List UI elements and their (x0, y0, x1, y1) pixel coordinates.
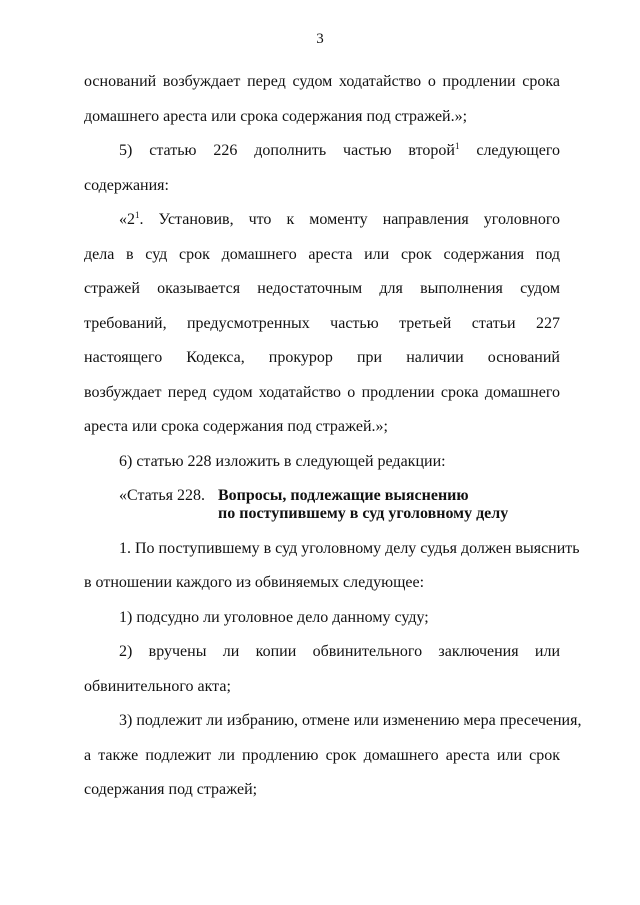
article-title: Вопросы, подлежащие выяснению (218, 487, 469, 504)
text-line: 1. По поступившему в суд уголовному делу судья должен выяснить (119, 540, 580, 557)
text-fragment: 5) статью 226 дополнить частью второй (119, 142, 455, 159)
text-line: содержания: (84, 177, 169, 194)
article-number: «Статья 228. (119, 487, 205, 504)
text-fragment: следующего (459, 142, 560, 159)
text-line: дела в суд срок домашнего ареста или срок содержания под (84, 246, 560, 263)
text-line: стражей оказывается недостаточным для выполнения судом (84, 280, 560, 297)
text-line (119, 210, 560, 230)
text-line: ареста или срока содержания под стражей.»; (84, 418, 388, 435)
text-line (119, 141, 560, 161)
text-line: 2) вручены ли копии обвинительного заключения или (119, 643, 560, 660)
text-line: возбуждает перед судом ходатайство о продлении срока домашнего (84, 384, 560, 401)
text-line: 6) статью 228 изложить в следующей редакции: (119, 453, 446, 470)
article-title: по поступившему в суд уголовному делу (218, 505, 509, 522)
page-number: 3 (316, 31, 324, 47)
text-line: 3) подлежит ли избранию, отмене или изменению мера пресечения, (119, 712, 582, 729)
text-line: домашнего ареста или срока содержания под стражей.»; (84, 108, 468, 125)
superscript: 1 (454, 141, 460, 151)
text-line: обвинительного акта; (84, 678, 231, 695)
text-line: требований, предусмотренных частью третьей статьи 227 (84, 315, 560, 332)
text-line: 1) подсудно ли уголовное дело данному суду; (119, 609, 429, 626)
text-line: оснований возбуждает перед судом ходатайство о продлении срока (84, 73, 560, 90)
text-fragment: «2 (119, 211, 135, 228)
text-line: в отношении каждого из обвиняемых следующее: (84, 574, 425, 591)
superscript: 1 (135, 210, 140, 220)
text-line: а также подлежит ли продлению срок домашнего ареста или срок (84, 747, 560, 764)
text-fragment: . Установив, что к моменту направления уголовного (139, 211, 560, 228)
text-line: настоящего Кодекса, прокурор при наличии оснований (84, 349, 560, 366)
text-line: содержания под стражей; (84, 781, 258, 798)
